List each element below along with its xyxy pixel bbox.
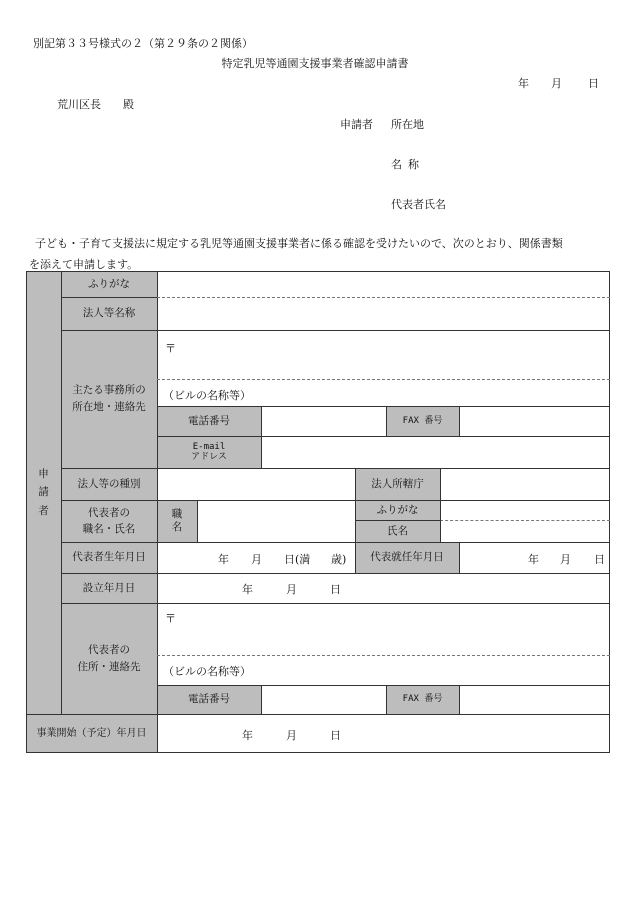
grid-line-dashed: [157, 655, 610, 656]
phone-label: 電話番号: [188, 414, 230, 427]
grid-line: [61, 468, 610, 469]
grid-line: [355, 520, 440, 521]
corp-name-label: 法人等名称: [82, 307, 136, 320]
date-day-label: 日: [588, 77, 599, 90]
est-day: 日: [330, 583, 341, 596]
grid-line: [261, 406, 262, 468]
grid-line: [197, 500, 198, 542]
grid-line: [61, 330, 610, 331]
grid-line: [261, 685, 262, 714]
application-table: [26, 271, 610, 753]
jurisdiction-label: 法人所轄庁: [371, 477, 424, 490]
grid-line: [440, 468, 441, 542]
grid-line: [459, 685, 460, 714]
date-month-label: 月: [551, 77, 562, 90]
rep-furigana-label: ふりがな: [376, 503, 419, 516]
rep-phone-label: 電話番号: [188, 693, 230, 706]
grid-line: [61, 271, 62, 714]
body-text-line1: 子ども・子育て支援法に規定する乳児等通園支援事業者に係る確認を受けたいので、次のとおり、関係書類: [35, 237, 563, 250]
rep-fax-label: FAX 番号: [402, 694, 443, 705]
location-label: 所在地: [391, 118, 424, 131]
established-label: 設立年月日: [82, 581, 136, 594]
document-title: 特定乳児等通園支援事業者確認申請書: [221, 57, 409, 70]
rep-building-name-label: （ビルの名称等）: [163, 665, 251, 678]
birth-day: 日(満: [284, 553, 311, 566]
fax-label: FAX 番号: [402, 415, 443, 426]
appointed-day: 日: [594, 553, 605, 566]
start-month: 月: [286, 729, 297, 742]
grid-line: [61, 297, 157, 298]
grid-line: [157, 685, 610, 686]
addressee-name: 荒川区長: [57, 98, 101, 111]
side-label: 申 請 者: [38, 467, 49, 517]
est-month: 月: [286, 583, 297, 596]
grid-line: [61, 603, 610, 604]
grid-line: [355, 468, 356, 542]
applicant-label: 申請者: [340, 118, 373, 131]
postal-mark: 〒: [165, 342, 176, 355]
birth-year: 年: [218, 553, 229, 566]
grid-line-dashed: [440, 520, 610, 521]
rep-postal-mark: 〒: [165, 612, 176, 625]
name-label: 名称: [391, 158, 425, 171]
honorific: 殿: [123, 98, 134, 111]
business-start-label: 事業開始（予定）年月日: [36, 727, 147, 739]
rep-birth-label: 代表者生年月日: [72, 551, 146, 564]
grid-line-dashed: [157, 297, 610, 298]
grid-line: [157, 436, 610, 437]
grid-line: [386, 685, 387, 714]
appointed-year: 年: [528, 553, 539, 566]
start-year: 年: [242, 729, 253, 742]
grid-line: [61, 500, 610, 501]
rep-name-label: 氏名: [387, 524, 408, 537]
start-day: 日: [330, 729, 341, 742]
grid-line-dashed: [157, 379, 610, 380]
representative-label: 代表者氏名: [391, 198, 446, 211]
grid-line: [386, 406, 387, 436]
title-short-label: 職 名: [171, 508, 183, 533]
addressee: [57, 96, 134, 112]
grid-line: [157, 406, 610, 407]
appointed-month: 月: [560, 553, 571, 566]
grid-line: [61, 542, 610, 543]
grid-line: [459, 406, 460, 436]
email-label: E-mail アドレス: [191, 441, 227, 462]
furigana-label: ふりがな: [88, 277, 130, 290]
grid-line: [61, 573, 610, 574]
building-name-label: （ビルの名称等）: [163, 389, 251, 402]
main-office-label: 主たる事務所の 所在地・連絡先: [72, 384, 146, 413]
rep-title-name-label: 代表者の 職名・氏名: [82, 506, 136, 535]
form-reference: 別記第３３号様式の２（第２９条の２関係）: [33, 37, 253, 50]
grid-line: [459, 542, 460, 573]
rep-appointed-label: 代表就任年月日: [370, 551, 444, 564]
corp-type-label: 法人等の種別: [77, 477, 141, 490]
birth-month: 月: [251, 553, 262, 566]
body-text-line2: を添えて申請します。: [29, 258, 139, 271]
grid-line: [355, 542, 356, 573]
grid-line: [26, 714, 610, 715]
date-year-label: 年: [518, 77, 529, 90]
est-year: 年: [242, 583, 253, 596]
birth-age: 歳): [331, 553, 347, 566]
grid-line: [157, 271, 158, 753]
rep-address-label: 代表者の 住所・連絡先: [77, 643, 141, 673]
